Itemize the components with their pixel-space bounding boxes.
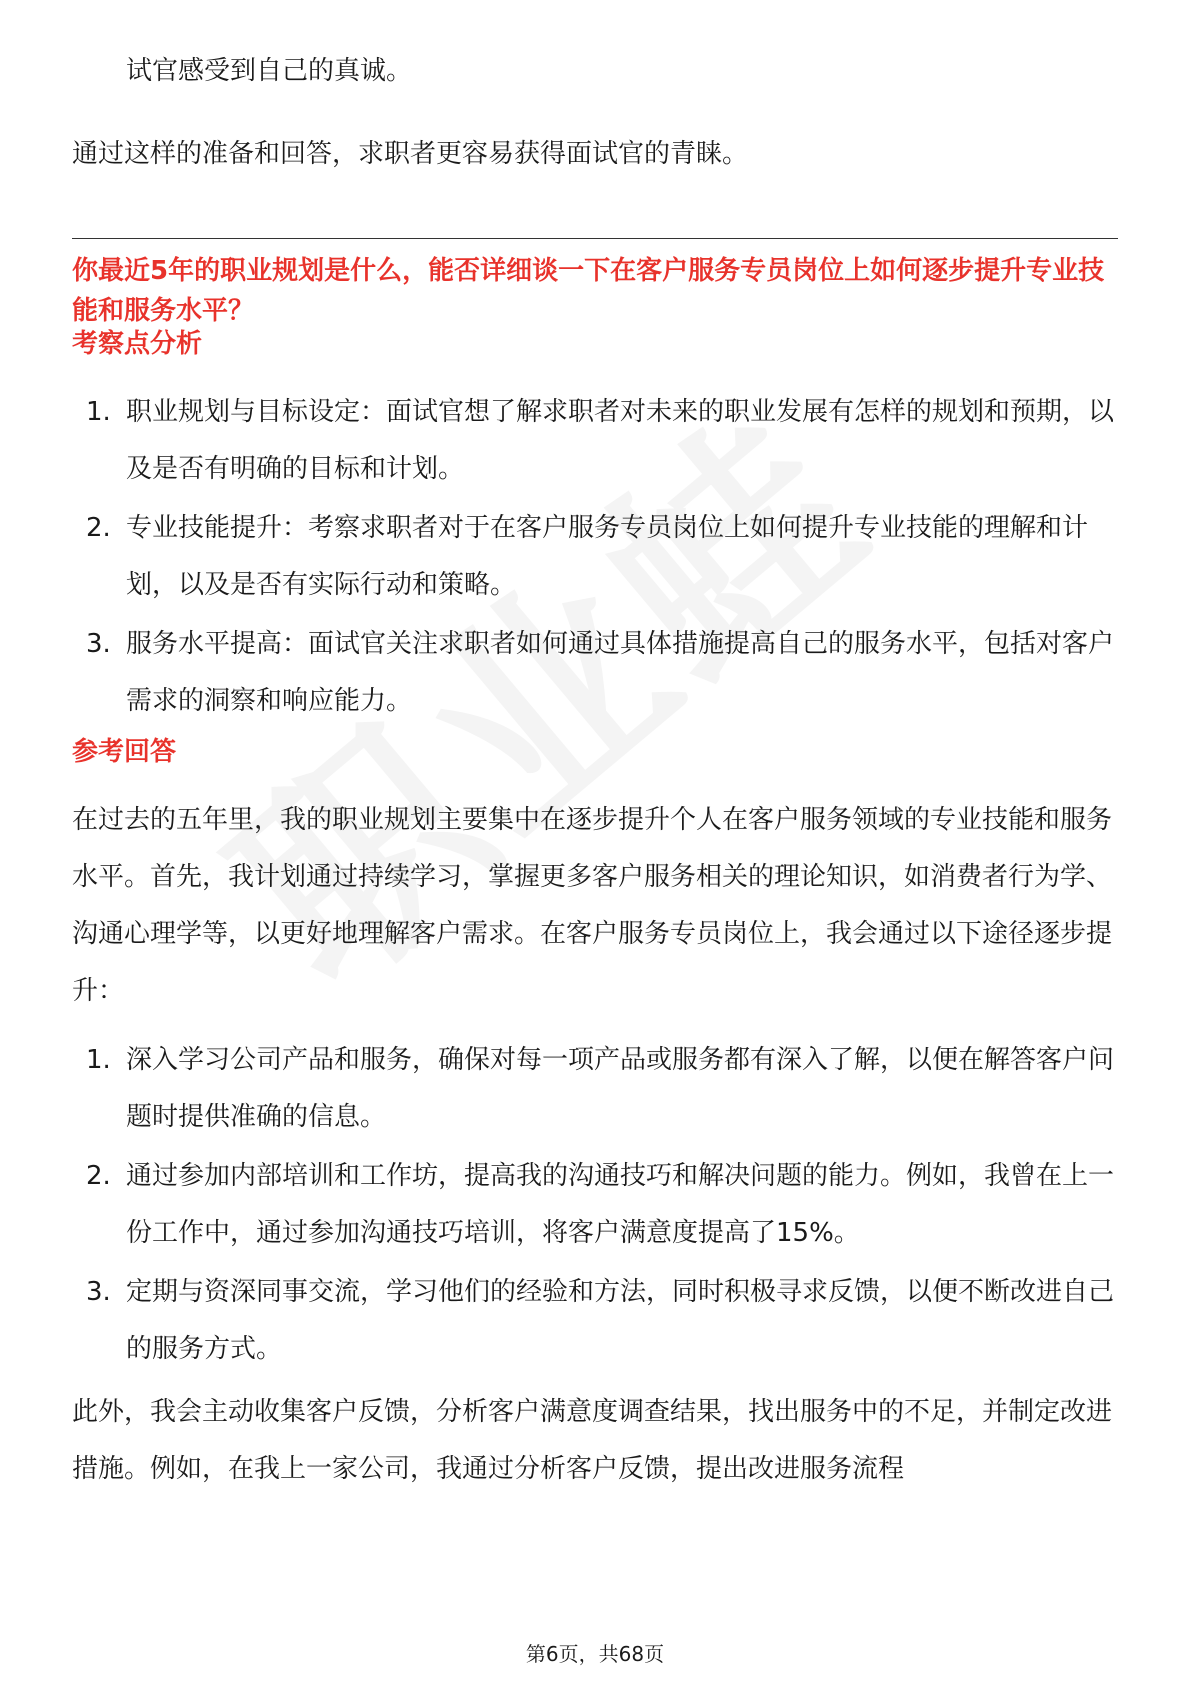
list-item xyxy=(72,384,1118,498)
section-divider xyxy=(72,238,1118,239)
list-item xyxy=(72,500,1118,614)
summary-text: 通过这样的准备和回答，求职者更容易获得面试官的青睐。 xyxy=(72,139,749,169)
list-text: 专业技能提升：考察求职者对于在客户服务专员岗位上如何提升专业技能的理解和计划，以及是否有实际行动和策略。 xyxy=(126,513,1089,600)
list-item xyxy=(72,1032,1118,1146)
list-item xyxy=(72,1264,1118,1378)
answer-intro: 在过去的五年里，我的职业规划主要集中在逐步提升个人在客户服务领域的专业技能和服务水平。首先，我计划通过持续学习，掌握更多客户服务相关的理论知识，如消费者行为学、沟通心理学等，以更好地理解客户需求。在客户服务专员岗位上，我会通过以下途径逐步提升： xyxy=(72,805,1113,1006)
list-item xyxy=(72,616,1118,730)
answer-closing: 此外，我会主动收集客户反馈，分析客户满意度调查结果，找出服务中的不足，并制定改进措施。例如，在我上一家公司，我通过分析客户反馈，提出改进服务流程 xyxy=(72,1397,1113,1484)
list-text: 职业规划与目标设定：面试官想了解求职者对未来的职业发展有怎样的规划和预期，以及是否有明确的目标和计划。 xyxy=(126,397,1115,484)
list-text: 深入学习公司产品和服务，确保对每一项产品或服务都有深入了解，以便在解答客户问题时提供准确的信息。 xyxy=(126,1045,1115,1132)
list-number: 1. xyxy=(86,1045,111,1075)
analysis-heading: 考察点分析 xyxy=(72,329,203,359)
list-text: 通过参加内部培训和工作坊，提高我的沟通技巧和解决问题的能力。例如，我曾在上一份工作中，通过参加沟通技巧培训，将客户满意度提高了15%。 xyxy=(126,1161,1115,1248)
answer-heading: 参考回答 xyxy=(72,737,177,767)
list-number: 2. xyxy=(86,1161,111,1191)
list-number: 3. xyxy=(86,629,111,659)
list-text: 服务水平提高：面试官关注求职者如何通过具体措施提高自己的服务水平，包括对客户需求的洞察和响应能力。 xyxy=(126,629,1115,716)
list-item xyxy=(72,1148,1118,1262)
list-number: 2. xyxy=(86,513,111,543)
list-number: 3. xyxy=(86,1277,111,1307)
analysis-list xyxy=(72,384,1118,732)
continuation-text: 试官感受到自己的真诚。 xyxy=(126,56,413,86)
page-number: 第6页，共68页 xyxy=(525,1642,665,1666)
question-heading: 你最近5年的职业规划是什么，能否详细谈一下在客户服务专员岗位上如何逐步提升专业技能和服务水平？ xyxy=(72,256,1105,326)
list-number: 1. xyxy=(86,397,111,427)
list-text: 定期与资深同事交流，学习他们的经验和方法，同时积极寻求反馈，以便不断改进自己的服务方式。 xyxy=(126,1277,1115,1364)
answer-list xyxy=(72,1032,1118,1380)
